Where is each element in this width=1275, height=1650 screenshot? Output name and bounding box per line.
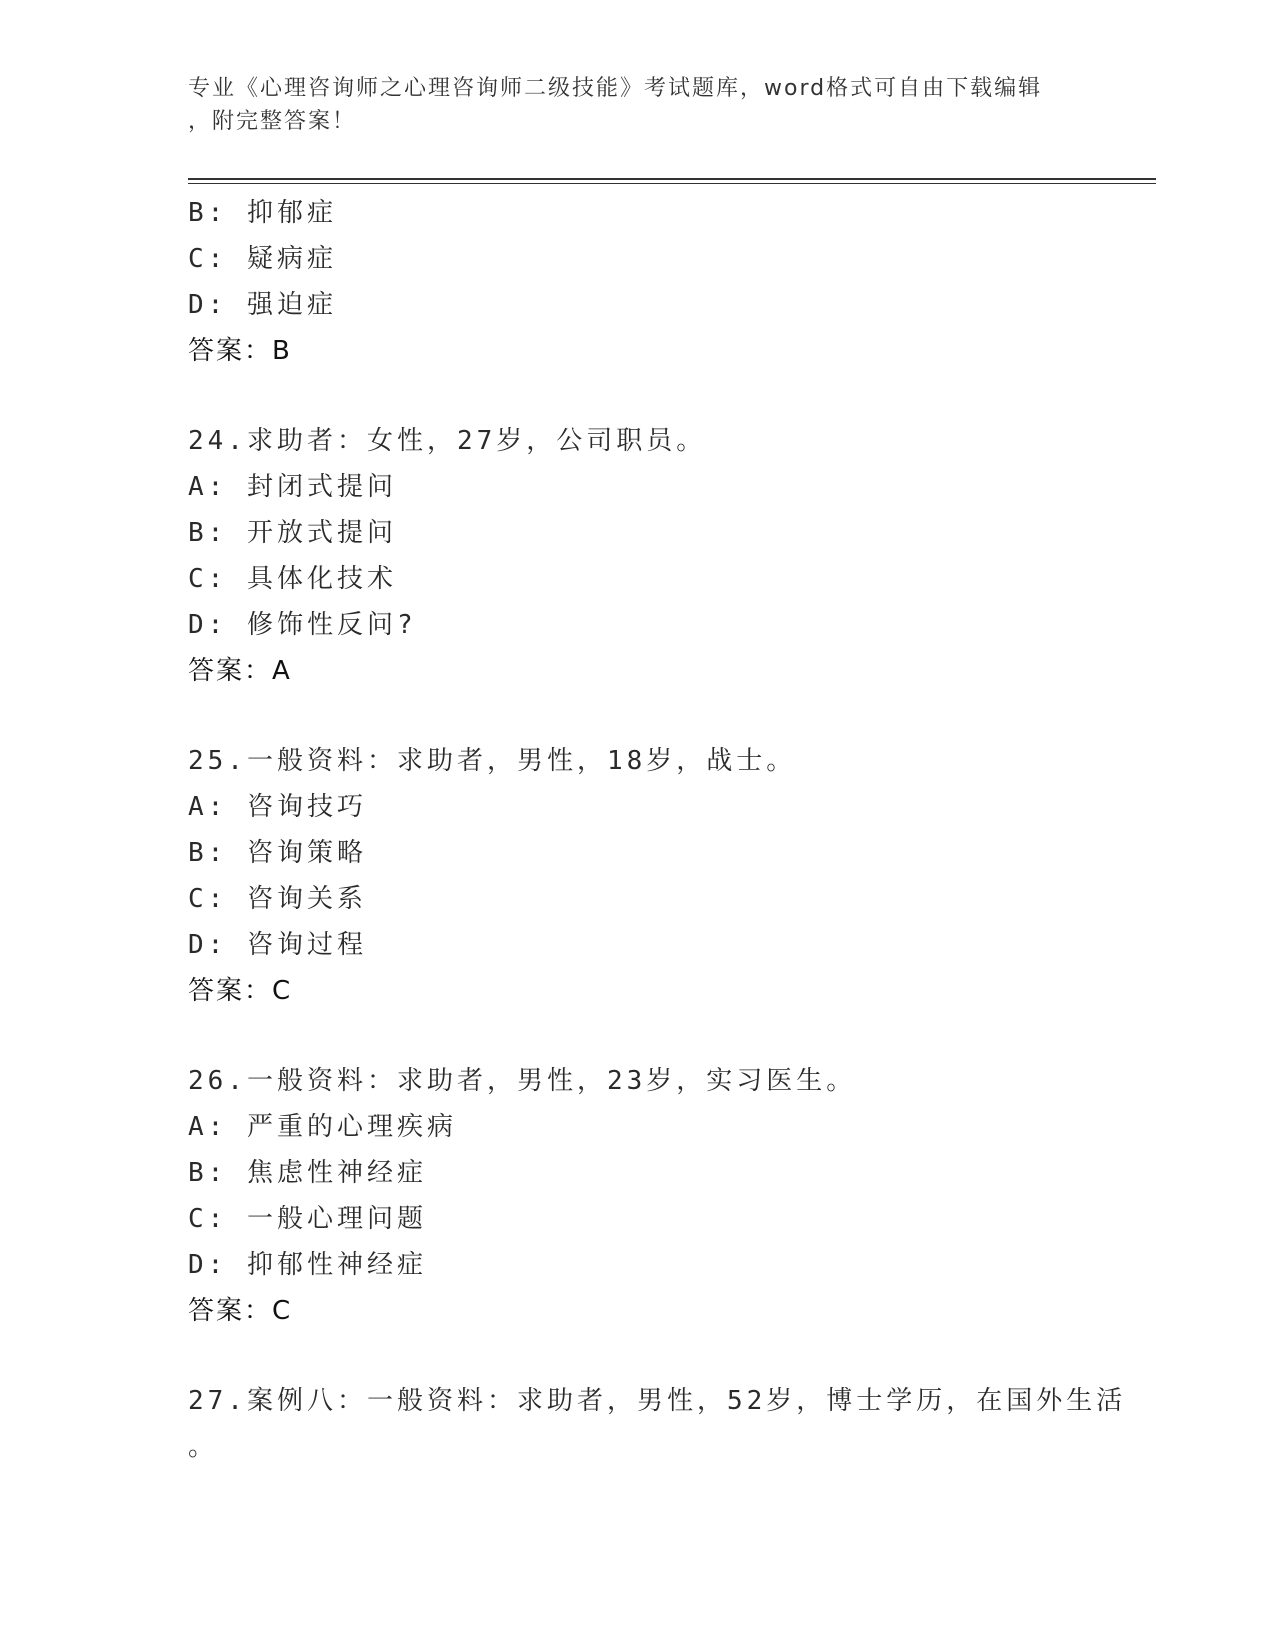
- option-d: D: 咨询过程: [188, 930, 367, 960]
- answer-line: 答案：C: [188, 976, 293, 1006]
- answer-line: 答案：A: [188, 656, 292, 686]
- option-d: D: 抑郁性神经症: [188, 1250, 427, 1280]
- option-c: C: 疑病症: [188, 244, 337, 274]
- header-divider-thick: [188, 178, 1156, 180]
- option-d: D: 修饰性反问?: [188, 610, 417, 640]
- question-block-25: [188, 738, 1148, 1014]
- question-block-26: [188, 1058, 1148, 1334]
- spacer: [188, 1334, 1148, 1378]
- question-stem: 27.案例八：一般资料：求助者，男性，52岁，博士学历，在国外生活: [188, 1386, 1127, 1416]
- answer-line: 答案：B: [188, 336, 292, 366]
- option-a: A: 咨询技巧: [188, 792, 367, 822]
- question-block-23: [188, 190, 1148, 374]
- option-c: C: 一般心理问题: [188, 1204, 427, 1234]
- header-title-line-2: ，附完整答案！: [188, 109, 357, 134]
- option-c: C: 具体化技术: [188, 564, 397, 594]
- option-c: C: 咨询关系: [188, 884, 367, 914]
- option-b: B: 抑郁症: [188, 198, 337, 228]
- option-a: A: 严重的心理疾病: [188, 1112, 457, 1142]
- option-b: B: 开放式提问: [188, 518, 397, 548]
- question-block-24: [188, 418, 1148, 694]
- document-header: [188, 72, 1088, 138]
- question-stem: 25.一般资料：求助者，男性，18岁，战士。: [188, 746, 797, 776]
- header-divider-thin: [188, 183, 1156, 184]
- option-b: B: 咨询策略: [188, 838, 367, 868]
- option-b: B: 焦虑性神经症: [188, 1158, 427, 1188]
- question-stem-continuation: 。: [188, 1432, 219, 1462]
- header-title-line-1: 专业《心理咨询师之心理咨询师二级技能》考试题库，word格式可自由下载编辑: [188, 76, 1043, 101]
- question-stem: 26.一般资料：求助者，男性，23岁，实习医生。: [188, 1066, 857, 1096]
- spacer: [188, 1014, 1148, 1058]
- question-stem: 24.求助者：女性，27岁，公司职员。: [188, 426, 707, 456]
- answer-line: 答案：C: [188, 1296, 293, 1326]
- option-d: D: 强迫症: [188, 290, 337, 320]
- option-a: A: 封闭式提问: [188, 472, 397, 502]
- spacer: [188, 374, 1148, 418]
- spacer: [188, 694, 1148, 738]
- question-list: [188, 190, 1148, 1470]
- question-block-27: [188, 1378, 1148, 1470]
